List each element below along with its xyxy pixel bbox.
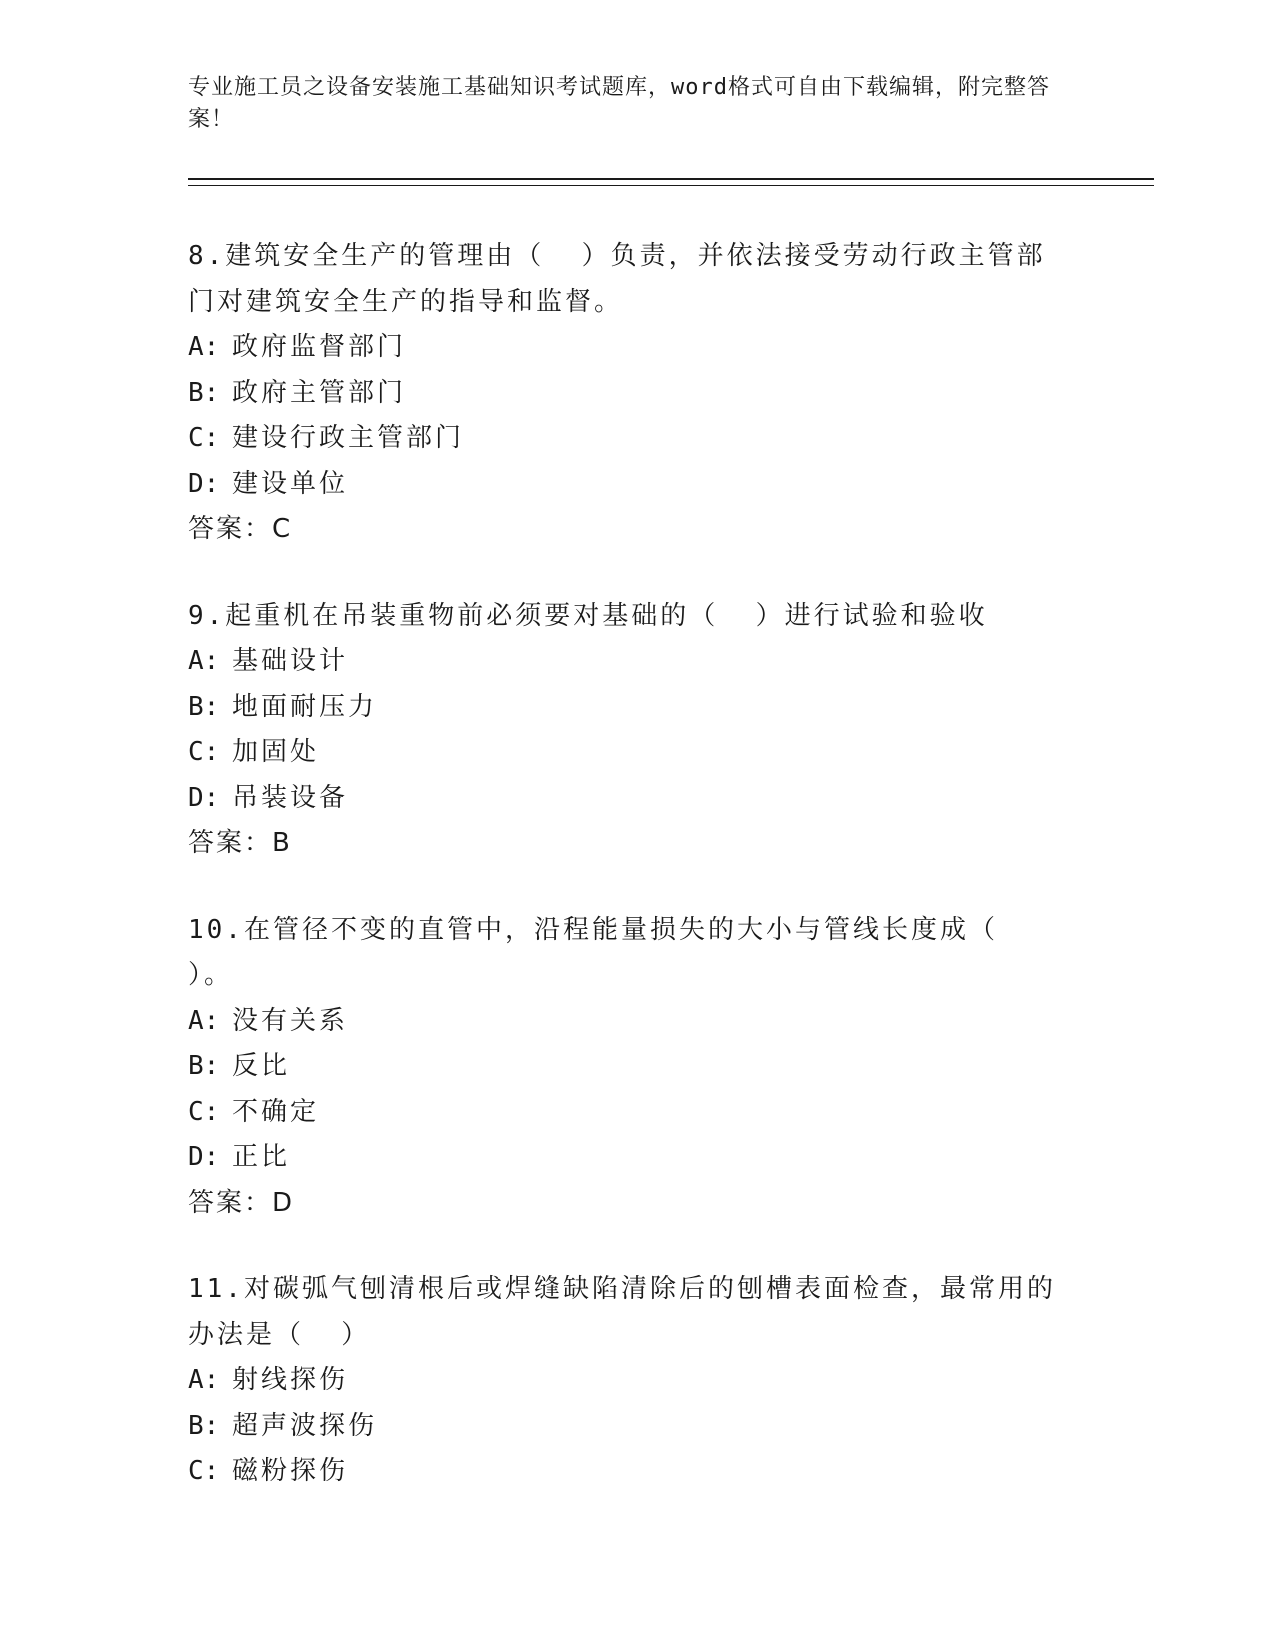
- option-text: 政府主管部门: [232, 377, 407, 408]
- question-stem: 10.在管径不变的直管中，沿程能量损失的大小与管线长度成（ ）。: [188, 914, 1036, 990]
- option-d: [188, 462, 1148, 508]
- option-a: [188, 1358, 1148, 1404]
- option-text: 吊装设备: [232, 782, 349, 813]
- option-key: A:: [188, 646, 220, 676]
- option-text: 没有关系: [232, 1005, 349, 1036]
- option-text: 超声波探伤: [232, 1410, 378, 1441]
- option-b: [188, 685, 1148, 731]
- option-c: [188, 1449, 1148, 1495]
- option-text: 反比: [232, 1051, 291, 1081]
- header-divider: [188, 178, 1154, 186]
- option-text: 加固处: [232, 737, 320, 767]
- question-stem: 8.建筑安全生产的管理由（ ）负责，并依法接受劳动行政主管部门对建筑安全生产的指导和监督。: [188, 241, 1046, 317]
- option-key: D:: [188, 782, 220, 813]
- option-d: [188, 1135, 1148, 1181]
- question-item: [188, 1267, 1148, 1495]
- option-b: [188, 1404, 1148, 1450]
- option-key: B:: [188, 1051, 220, 1081]
- option-text: 政府监督部门: [232, 332, 407, 362]
- option-key: C:: [188, 1456, 220, 1486]
- option-key: D:: [188, 1142, 220, 1172]
- option-text: 基础设计: [232, 646, 349, 676]
- option-key: D:: [188, 468, 220, 499]
- option-key: B:: [188, 1410, 220, 1441]
- option-key: A:: [188, 1365, 220, 1395]
- option-text: 建设行政主管部门: [232, 423, 465, 453]
- question-item: [188, 594, 1148, 867]
- option-key: B:: [188, 691, 220, 722]
- option-key: C:: [188, 1096, 220, 1127]
- option-a: [188, 999, 1148, 1045]
- option-b: [188, 1044, 1148, 1090]
- option-text: 磁粉探伤: [232, 1456, 349, 1486]
- question-item: [188, 234, 1148, 553]
- option-text: 地面耐压力: [232, 691, 378, 722]
- option-c: [188, 1090, 1148, 1136]
- document-header: 专业施工员之设备安装施工基础知识考试题库，word格式可自由下载编辑，附完整答案！: [188, 75, 1050, 132]
- option-d: [188, 776, 1148, 822]
- option-key: B:: [188, 377, 220, 408]
- question-item: [188, 908, 1148, 1227]
- option-key: C:: [188, 737, 220, 767]
- option-c: [188, 416, 1148, 462]
- question-stem: 11.对碳弧气刨清根后或焊缝缺陷清除后的刨槽表面检查，最常用的办法是（ ）: [188, 1274, 1056, 1350]
- option-b: [188, 371, 1148, 417]
- option-a: [188, 325, 1148, 371]
- option-key: A:: [188, 332, 220, 362]
- option-text: 正比: [232, 1142, 291, 1172]
- question-list: [188, 234, 1148, 1536]
- option-text: 建设单位: [232, 468, 349, 499]
- option-text: 射线探伤: [232, 1365, 349, 1395]
- answer-line: 答案：C: [188, 514, 293, 544]
- option-key: A:: [188, 1005, 220, 1036]
- question-stem: 9.起重机在吊装重物前必须要对基础的（ ）进行试验和验收: [188, 600, 988, 631]
- option-text: 不确定: [232, 1096, 320, 1127]
- option-key: C:: [188, 423, 220, 453]
- option-c: [188, 730, 1148, 776]
- answer-line: 答案：B: [188, 828, 292, 858]
- option-a: [188, 639, 1148, 685]
- answer-line: 答案：D: [188, 1187, 295, 1218]
